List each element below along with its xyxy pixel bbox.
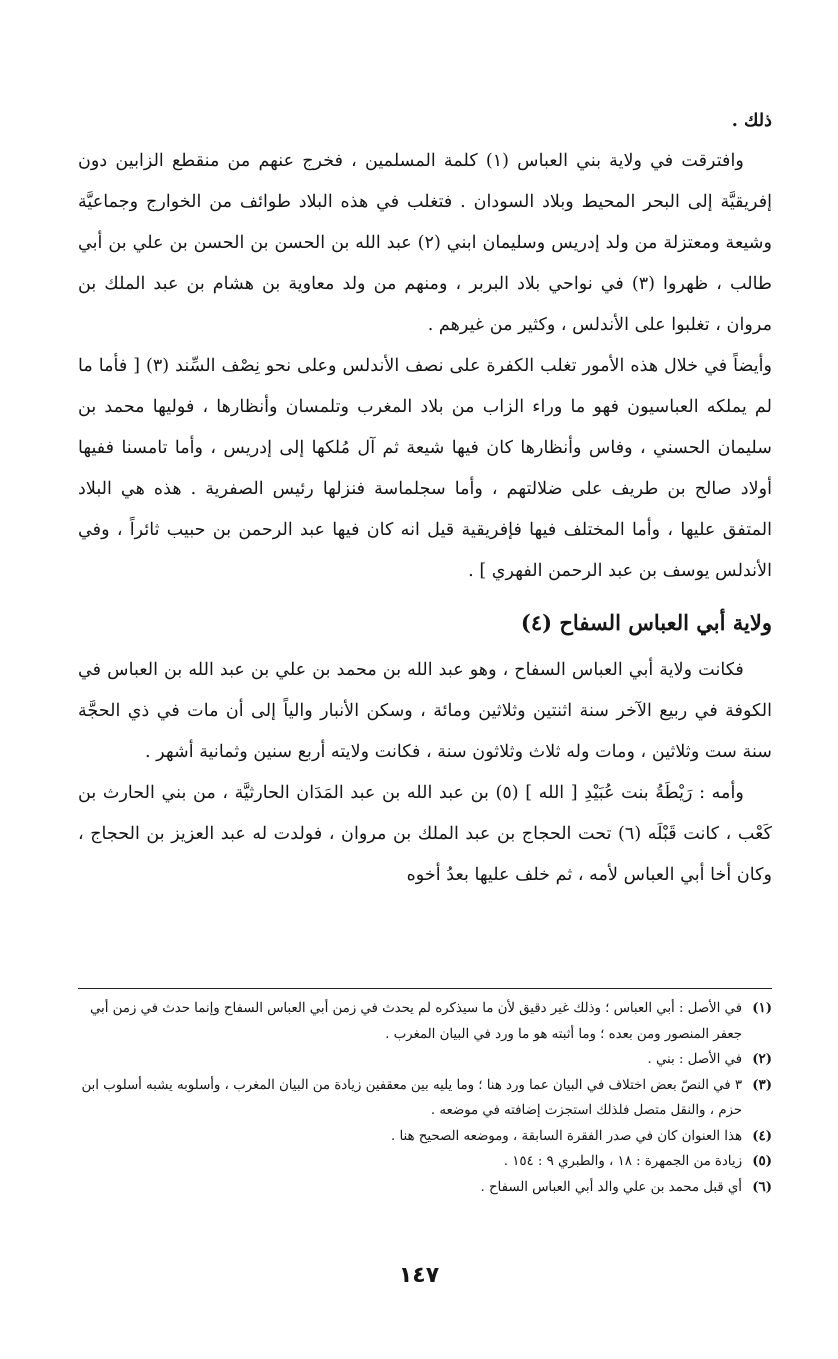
footnote-text: ٣ في النصّ بعض اختلاف في البيان عما ورد هنا ؛ وما يليه بين معقفين زيادة من البيان المغرب ، وأسلوبه يشبه أسلوب ابن حزم ، والنقل متصل فلذلك استجزت إضافته في موضعه . xyxy=(81,1077,742,1118)
footnote-number: (٦) xyxy=(752,1179,772,1195)
footnote-divider xyxy=(78,988,772,989)
paragraph: وافترقت في ولاية بني العباس (١) كلمة المسلمين ، فخرج عنهم من منقطع الزابين دون إفريقيَّة إلى البحر المحيط وبلاد السودان . فتغلب في هذه البلاد طوائف من الخوارج وجماعيَّة وشيعة ومعتزلة من ولد إدريس وسليمان ابني (٢) عبد الله بن الحسن بن الحسن بن علي بن أبي طالب ، ظهروا (٣) في نواحي بلاد البربر ، ومنهم من ولد معاوية بن هشام بن عبد الملك بن مروان ، تغلبوا على الأندلس ، وكثير من غيرهم . xyxy=(78,151,772,335)
footnote-text: زيادة من الجمهرة : ١٨ ، والطبري ٩ : ١٥٤ . xyxy=(503,1154,742,1169)
paragraph: فكانت ولاية أبي العباس السفاح ، وهو عبد الله بن محمد بن علي بن عبد الله بن العباس في الكوفة في ربيع الآخر سنة اثنتين وثلاثين ومائة ، وسكن الأنبار والياً إلى أن مات في ذي الحجَّة سنة ست وثلاثين ، ومات وله ثلاث وثلاثون سنة ، فكانت ولايته أربع سنين وثمانية أشهر . xyxy=(78,660,772,762)
continuation-line: ذلك . xyxy=(731,110,772,131)
footnote-number: (٢) xyxy=(752,1052,772,1067)
footnote xyxy=(78,1073,772,1124)
footnote-number: (٣) xyxy=(752,1077,772,1093)
footnote-number: (٤) xyxy=(752,1128,772,1144)
footnote-text: في الأصل : أبي العباس ؛ وذلك غير دقيق لأن ما سيذكره لم يحدث في زمن أبي العباس السفاح وإنما حدث في زمن أبي جعفر المنصور ومن بعده ؛ وما أثبته هو ما ورد في البيان المغرب . xyxy=(89,1001,742,1042)
footnote-text: أي قبل محمد بن علي والد أبي العباس السفاح . xyxy=(480,1179,742,1195)
footnote-number: (٥) xyxy=(752,1154,772,1169)
footnote xyxy=(78,1149,772,1175)
paragraph: وأيضاً في خلال هذه الأمور تغلب الكفرة على نصف الأندلس وعلى نحو نِصْف السِّند (٣) [ فأما ما لم يملكه العباسيون فهو ما وراء الزاب من بلاد المغرب وتلمسان وأنظارها ، فوليها محمد بن سليمان الحسني ، وفاس وأنظارها كان فيها شيعة ثم آل مُلكها إلى إدريس ، وأما تامسنا ففيها أولاد صالح بن طريف على ضلالتهم ، وأما سجلماسة فنزلها رئيس الصفرية . هذه هي البلاد المتفق عليها ، وأما المختلف فيها فإفريقية قيل انه كان فيها عبد الرحمن بن حبيب ثائراً ، وفي الأندلس يوسف بن عبد الرحمن الفهري ] . xyxy=(78,356,772,581)
footnote-number: (١) xyxy=(752,1001,772,1016)
page-number: ١٤٧ xyxy=(398,1263,440,1288)
footnote xyxy=(78,1124,772,1150)
main-text xyxy=(78,100,772,896)
footnotes xyxy=(78,996,772,1200)
footnote xyxy=(78,1175,772,1201)
footnote-text: هذا العنوان كان في صدر الفقرة السابقة ، وموضعه الصحيح هنا . xyxy=(391,1128,742,1144)
footnote-text: في الأصل : بني . xyxy=(647,1052,742,1067)
paragraph: وأمه : رَيْطَةُ بنت عُبَيْدِ [ الله ] (٥) بن عبد الله بن عبد المَدَان الحارثيَّة ، من بني الحارث بن كَعْب ، كانت قَبْلَه (٦) تحت الحجاج بن عبد الملك بن مروان ، فولدت له عبد العزيز بن الحجاج ، وكان أخا أبي العباس لأمه ، ثم خلف عليها بعدُ أخوه xyxy=(78,783,772,885)
footnote xyxy=(78,996,772,1047)
section-heading: ولاية أبي العباس السفاح (٤) xyxy=(520,610,772,635)
footnote xyxy=(78,1047,772,1073)
